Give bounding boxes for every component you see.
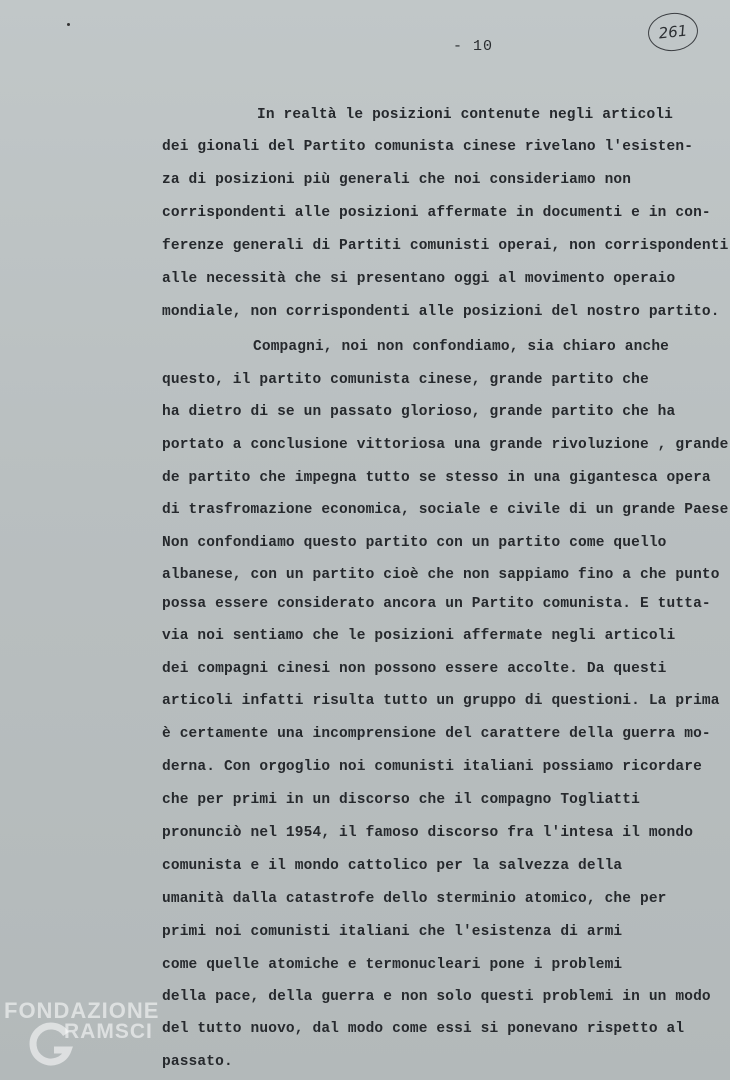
- text-line: che per primi in un discorso che il compagno Togliatti: [162, 792, 640, 808]
- text-line: questo, il partito comunista cinese, grande partito che: [162, 372, 649, 388]
- text-line: comunista e il mondo cattolico per la salvezza della: [162, 858, 623, 874]
- fondazione-gramsci-watermark: [4, 998, 194, 1078]
- text-line: za di posizioni più generali che noi consideriamo non: [162, 172, 632, 188]
- text-line: derna. Con orgoglio noi comunisti italiani possiamo ricordare: [162, 759, 702, 775]
- text-line: ha dietro di se un passato glorioso, grande partito che ha: [162, 404, 676, 420]
- text-line: passato.: [162, 1054, 233, 1070]
- watermark-line2: RAMSCI: [64, 1020, 153, 1043]
- text-line: è certamente una incomprensione del carattere della guerra mo-: [162, 726, 711, 742]
- text-line: umanità dalla catastrofe dello sterminio atomico, che per: [162, 891, 667, 907]
- text-line: primi noi comunisti italiani che l'esistenza di armi: [162, 924, 623, 940]
- text-line: Compagni, noi non confondiamo, sia chiaro anche: [253, 339, 670, 355]
- text-line: di trasfromazione economica, sociale e civile di un grande Paese: [162, 502, 729, 518]
- text-line: portato a conclusione vittoriosa una grande rivoluzione , grande: [162, 437, 729, 453]
- text-line: Non confondiamo questo partito con un partito come quello: [162, 535, 667, 551]
- text-line: In realtà le posizioni contenute negli articoli: [257, 107, 674, 123]
- page-number: - 10: [453, 38, 494, 55]
- text-line: dei gionali del Partito comunista cinese rivelano l'esisten-: [162, 139, 694, 155]
- text-line: dei compagni cinesi non possono essere accolte. Da questi: [162, 661, 667, 677]
- text-line: della pace, della guerra e non solo questi problemi in un modo: [162, 989, 711, 1005]
- text-line: del tutto nuovo, dal modo come essi si ponevano rispetto al: [162, 1021, 685, 1037]
- text-line: come quelle atomiche e termonucleari pone i problemi: [162, 957, 623, 973]
- text-line: de partito che impegna tutto se stesso in una gigantesca opera: [162, 470, 711, 486]
- watermark-line1: FONDAZIONE: [4, 998, 160, 1023]
- text-line: mondiale, non corrispondenti alle posizioni del nostro partito.: [162, 304, 720, 320]
- text-line: via noi sentiamo che le posizioni affermate negli articoli: [162, 628, 676, 644]
- text-line: articoli infatti risulta tutto un gruppo di questioni. La prima: [162, 693, 720, 709]
- text-line: albanese, con un partito cioè che non sappiamo fino a che punto: [162, 567, 720, 583]
- text-line: ferenze generali di Partiti comunisti operai, non corrispondenti: [162, 238, 729, 254]
- archive-page-stamp: 261: [646, 10, 700, 53]
- text-line: pronunciò nel 1954, il famoso discorso fra l'intesa il mondo: [162, 825, 694, 841]
- text-line: possa essere considerato ancora un Partito comunista. E tutta-: [162, 596, 711, 612]
- text-line: corrispondenti alle posizioni affermate in documenti e in con-: [162, 205, 711, 221]
- text-line: alle necessità che si presentano oggi al movimento operaio: [162, 271, 676, 287]
